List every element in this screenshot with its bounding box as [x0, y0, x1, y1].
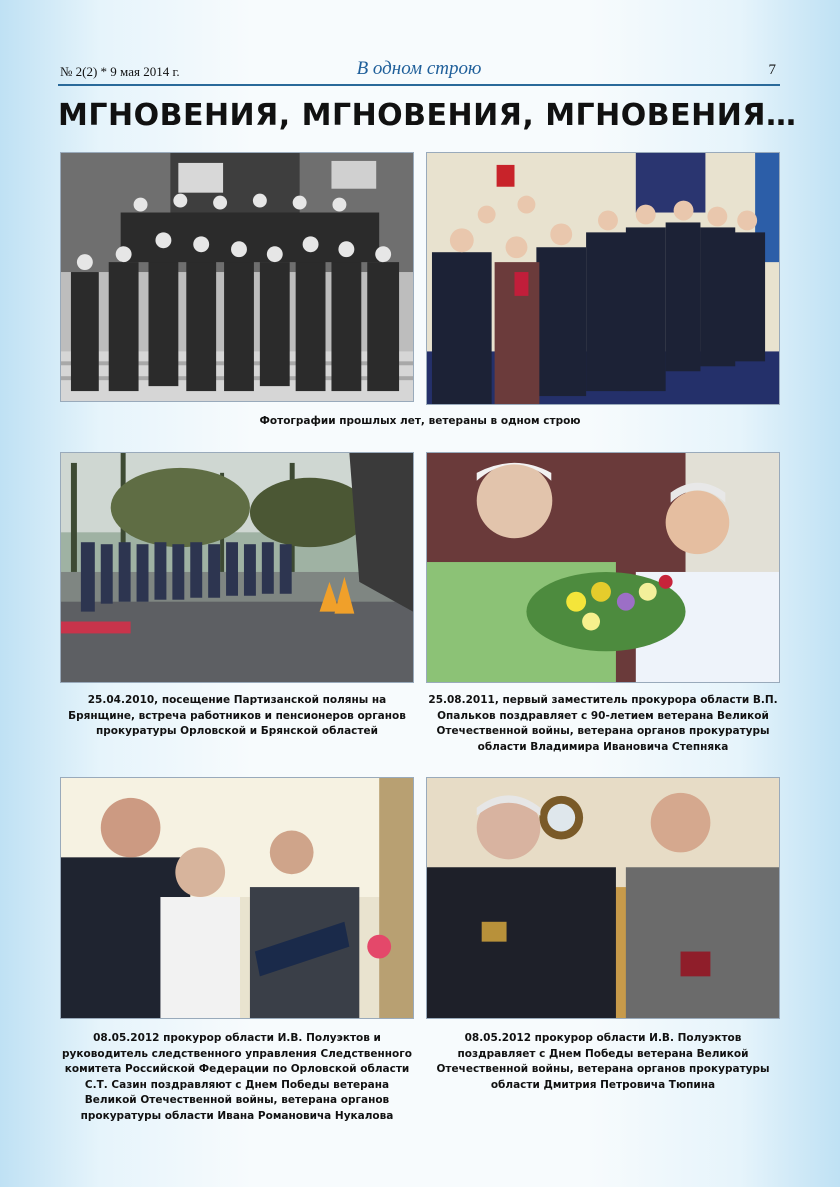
- photo-congratulation-bouquet: [426, 452, 780, 683]
- newspaper-title: В одном строю: [356, 58, 482, 79]
- caption-top: Фотографии прошлых лет, ветераны в одном строю: [259, 415, 581, 427]
- page-number: 7: [768, 62, 776, 78]
- caption-middle-left: 25.04.2010, посещение Партизанской поляны на Брянщине, встреча работников и пенсионеров органов прокуратуры Орловской и Брянской областей: [68, 694, 406, 737]
- photo-congratulation-award: [426, 777, 780, 1019]
- caption-middle-right: 25.08.2011, первый заместитель прокурора области В.П. Опальков поздравляет с 90-летием ветерана Великой Отечественной войны, ветерана органов прокуратуры области Владимира Ивановича Степняка: [428, 694, 778, 753]
- caption-bottom-left: 08.05.2012 прокурор области И.В. Полуэктов и руководитель следственного управления Следственного комитета Российской Федерации по Орловской области С.Т. Сазин поздравляют с Днем Победы ветерана Великой Отечественной войны, ветерана органов прокуратуры области Ивана Романовича Нукалова: [62, 1032, 412, 1122]
- photo-veterans-hall: [426, 152, 780, 405]
- caption-bottom-right: 08.05.2012 прокурор области И.В. Полуэктов поздравляет с Днем Победы ветерана Великой Отечественной войны, ветерана органов прокуратуры области Дмитрия Петровича Тюпина: [436, 1032, 770, 1091]
- photo-congratulation-folder: [60, 777, 414, 1019]
- page-header: [58, 58, 780, 86]
- photo-partisan-glade: [60, 452, 414, 683]
- issue-info: № 2(2) * 9 мая 2014 г.: [60, 64, 180, 79]
- photo-group-archive: [60, 152, 414, 402]
- page-headline: МГНОВЕНИЯ, МГНОВЕНИЯ, МГНОВЕНИЯ…: [58, 98, 797, 133]
